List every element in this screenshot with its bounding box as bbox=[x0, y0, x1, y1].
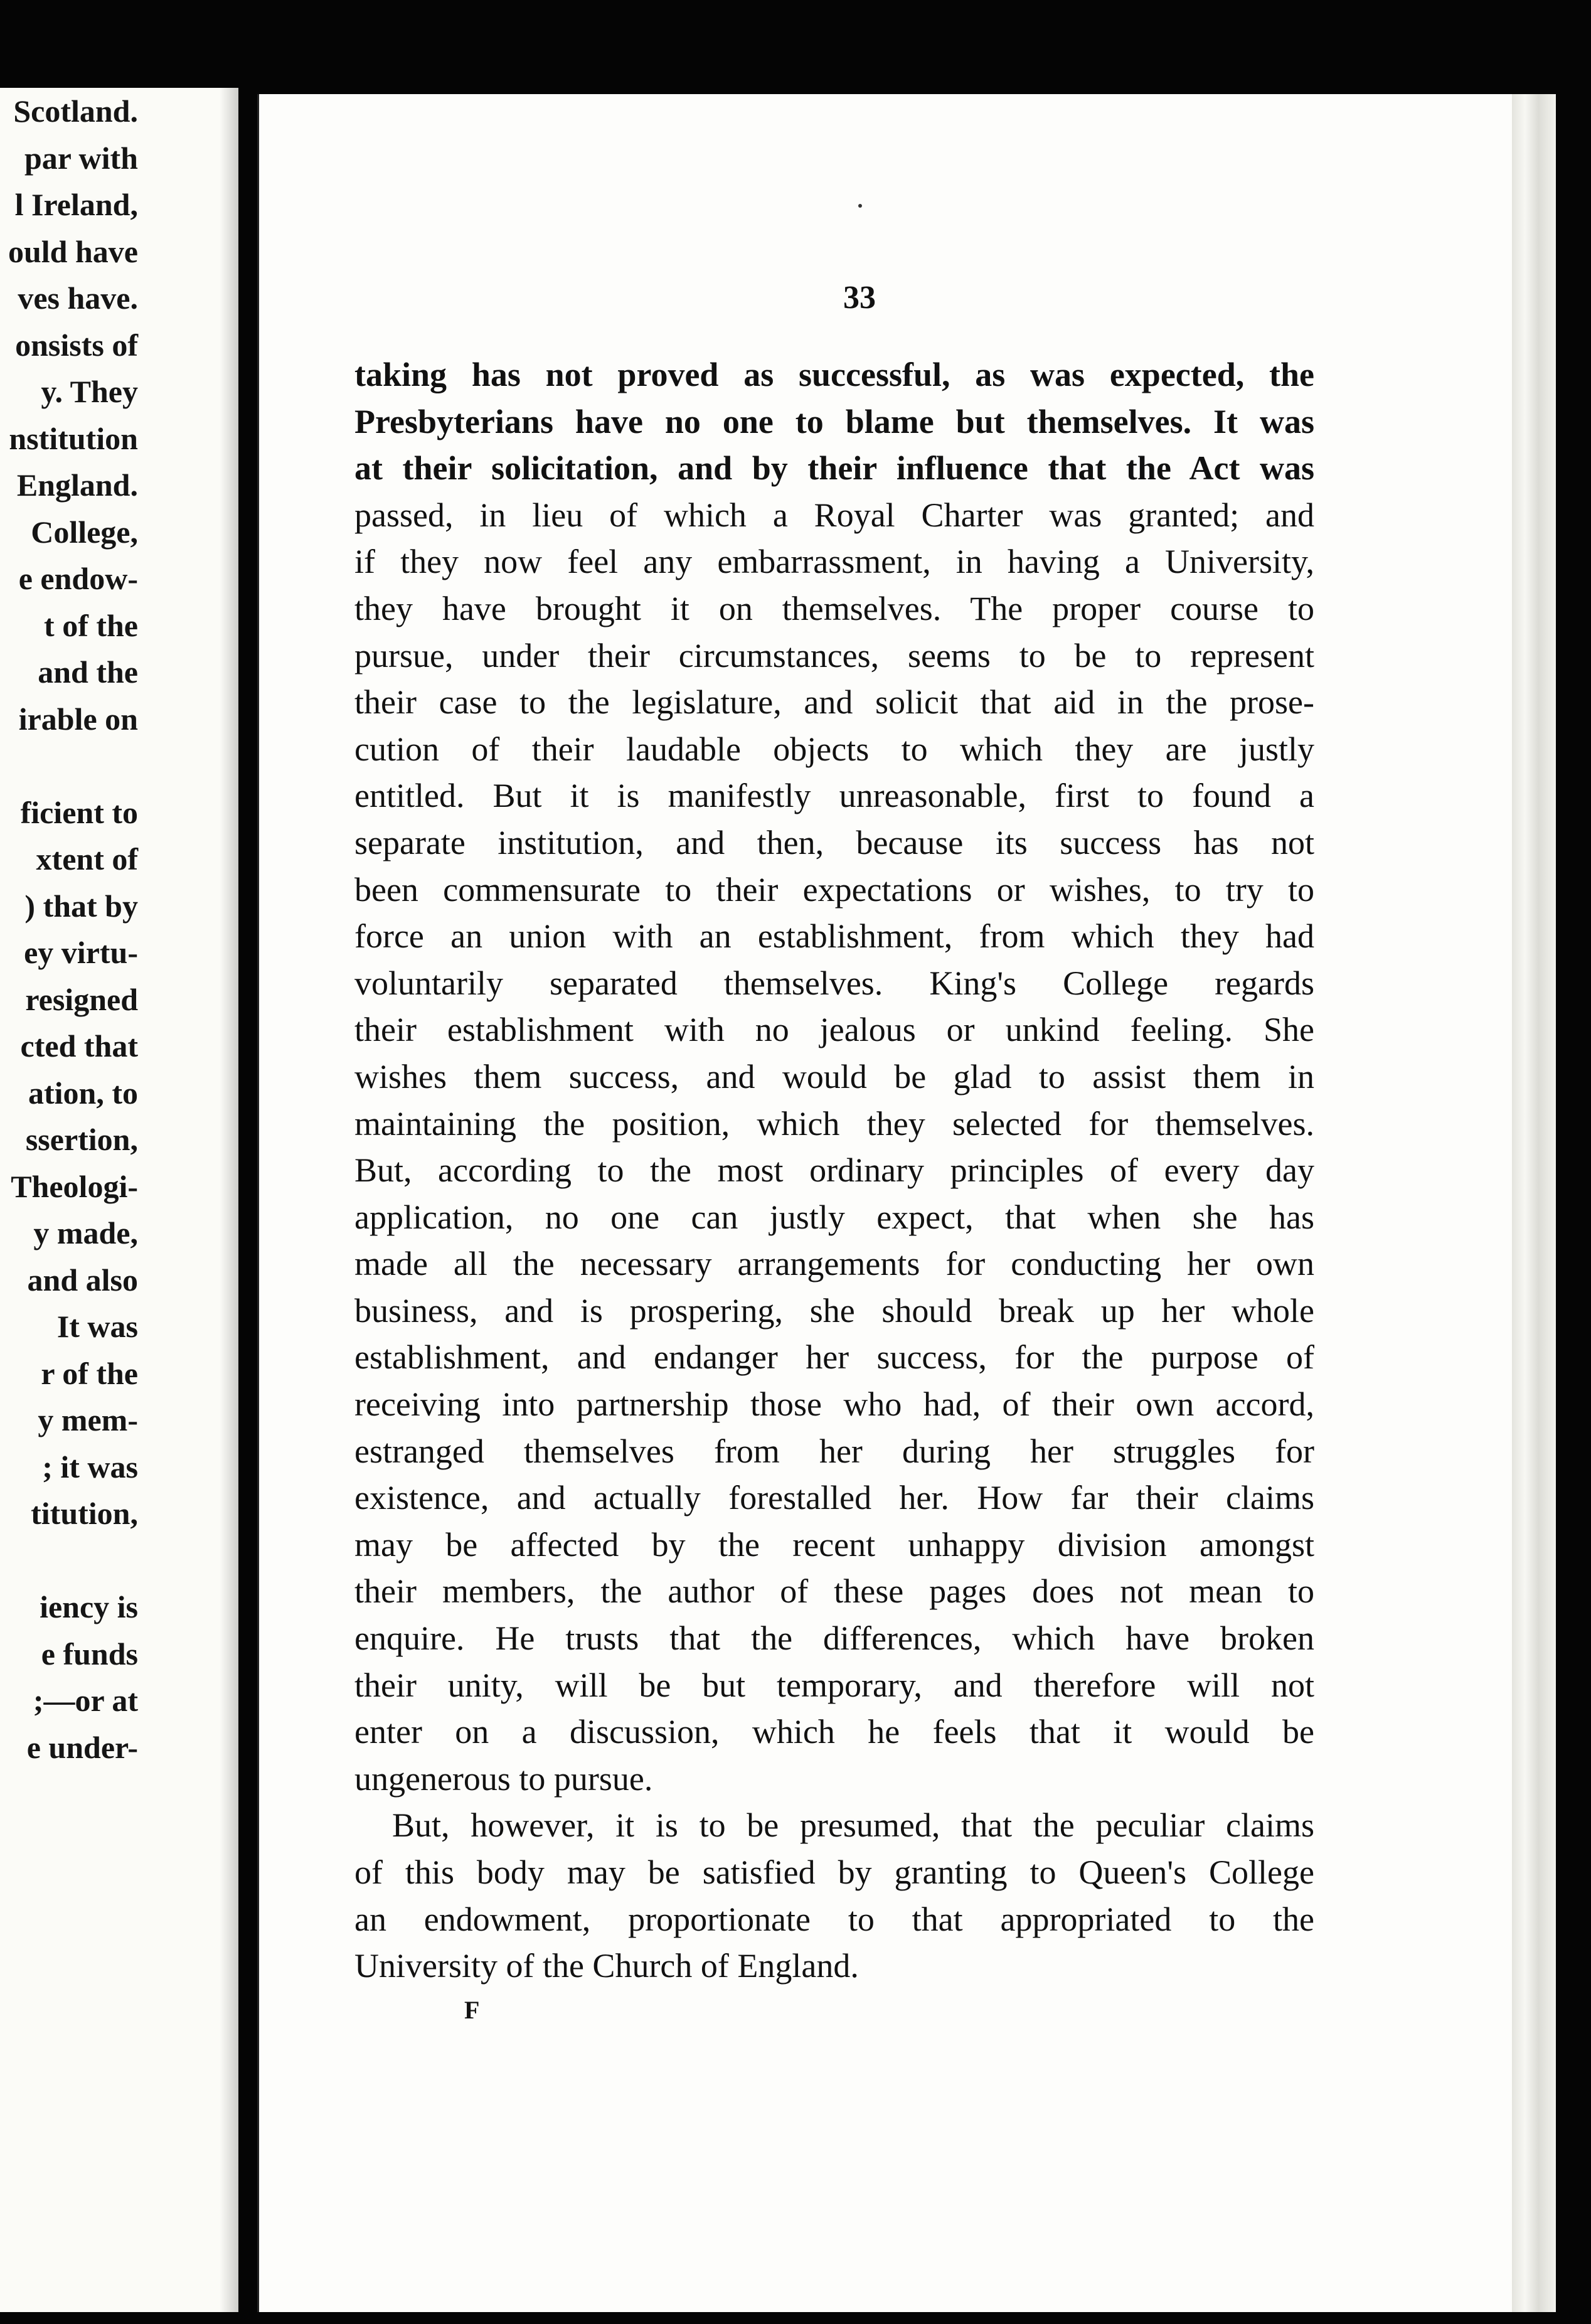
text-line: wishes them success, and would be glad to assist them in bbox=[354, 1057, 1314, 1095]
left-line: ation, to bbox=[28, 1075, 138, 1111]
left-line: and the bbox=[38, 654, 138, 690]
text-line: separate institution, and then, because its success has not bbox=[354, 823, 1314, 861]
gutter-shadow bbox=[220, 88, 238, 2312]
text-line: of this body may be satisfied by granting to Queen's College bbox=[354, 1853, 1314, 1891]
left-line: ficient to bbox=[20, 794, 138, 830]
text-line: they have brought it on themselves. The proper course to bbox=[354, 589, 1314, 627]
left-line: xtent of bbox=[36, 841, 138, 877]
left-line: ;—or at bbox=[33, 1683, 138, 1718]
text-line: voluntarily separated themselves. King's College regards bbox=[354, 964, 1314, 1002]
left-line: t of the bbox=[44, 607, 138, 643]
text-line: enquire. He trusts that the differences, which have broken bbox=[354, 1619, 1314, 1658]
left-paragraph-gap bbox=[0, 742, 138, 789]
left-line: England. bbox=[16, 467, 138, 503]
left-line: nstitution bbox=[9, 420, 138, 456]
page-edge bbox=[1512, 94, 1556, 2312]
text-line: pursue, under their circumstances, seems to be to represent bbox=[354, 636, 1314, 674]
left-line: onsists of bbox=[15, 327, 138, 363]
left-page-text bbox=[0, 88, 138, 1771]
left-line: and also bbox=[27, 1262, 138, 1298]
text-line: maintaining the position, which they selected for themselves. bbox=[354, 1104, 1314, 1143]
left-line: par with bbox=[24, 140, 138, 176]
left-line: ) that by bbox=[24, 888, 138, 924]
left-line: y. They bbox=[41, 374, 138, 409]
body-text bbox=[354, 351, 1314, 1990]
text-line: force an union with an establishment, from which they had bbox=[354, 917, 1314, 956]
left-page bbox=[0, 88, 238, 2312]
text-line: ungenerous to pursue. bbox=[354, 1759, 653, 1798]
left-line: cted that bbox=[20, 1028, 138, 1063]
text-line: existence, and actually forestalled her. How far their claims bbox=[354, 1479, 1314, 1517]
left-line: iency is bbox=[40, 1589, 138, 1624]
left-line: ey virtu- bbox=[24, 935, 138, 970]
left-line: ssertion, bbox=[25, 1122, 138, 1157]
left-line: e funds bbox=[41, 1636, 138, 1671]
text-line: taking has not proved as successful, as was expected, the bbox=[354, 356, 1314, 393]
left-line: resigned bbox=[25, 981, 138, 1017]
left-paragraph-gap bbox=[0, 1537, 138, 1584]
text-line: entitled. But it is manifestly unreasonable, first to found a bbox=[354, 777, 1314, 815]
text-line: enter on a discussion, which he feels that it would be bbox=[354, 1713, 1314, 1751]
left-line: y mem- bbox=[38, 1402, 138, 1437]
text-line: at their solicitation, and by their influence that the Act was bbox=[354, 449, 1314, 488]
text-line: business, and is prospering, she should break up her whole bbox=[354, 1291, 1314, 1330]
text-line: if they now feel any embarrassment, in having a University, bbox=[354, 543, 1314, 581]
text-line: passed, in lieu of which a Royal Charter was granted; and bbox=[354, 496, 1314, 534]
left-line: y made, bbox=[33, 1215, 138, 1250]
text-line: their members, the author of these pages does not mean to bbox=[354, 1572, 1314, 1611]
text-line: receiving into partnership those who had, of their own accord, bbox=[354, 1385, 1314, 1424]
left-line: titution, bbox=[31, 1496, 138, 1531]
text-line: University of the Church of England. bbox=[354, 1947, 859, 1985]
text-line: been commensurate to their expectations or wishes, to try to bbox=[354, 870, 1314, 909]
left-line: ould have bbox=[8, 233, 138, 269]
left-line: Theologi- bbox=[11, 1168, 138, 1204]
page-number: 33 bbox=[843, 280, 876, 316]
left-line: l Ireland, bbox=[14, 187, 138, 222]
text-line: Presbyterians have no one to blame but themselves. It was bbox=[354, 402, 1314, 440]
text-line: But, according to the most ordinary principles of every day bbox=[354, 1151, 1314, 1190]
text-line: their case to the legislature, and solicit that aid in the prose- bbox=[354, 683, 1314, 722]
text-line: an endowment, proportionate to that appropriated to the bbox=[354, 1900, 1314, 1938]
text-line: estranged themselves from her during her struggles for bbox=[354, 1432, 1314, 1470]
text-line: may be affected by the recent unhappy division amongst bbox=[354, 1525, 1314, 1564]
left-line: e under- bbox=[26, 1729, 138, 1765]
ink-speck bbox=[858, 204, 862, 208]
text-line: cution of their laudable objects to which they are justly bbox=[354, 730, 1314, 768]
left-line: r of the bbox=[41, 1355, 138, 1391]
text-line: their establishment with no jealous or unkind feeling. She bbox=[354, 1011, 1314, 1049]
text-line: made all the necessary arrangements for conducting her own bbox=[354, 1245, 1314, 1283]
left-line: ; it was bbox=[42, 1449, 138, 1484]
text-line: application, no one can justly expect, that when she has bbox=[354, 1198, 1314, 1236]
text-line: establishment, and endanger her success, for the purpose of bbox=[354, 1338, 1314, 1377]
left-line: It was bbox=[56, 1309, 138, 1344]
left-line: Scotland. bbox=[13, 93, 138, 129]
left-line: e endow- bbox=[18, 561, 138, 596]
text-line: their unity, will be but temporary, and therefore will not bbox=[354, 1666, 1314, 1704]
left-line: irable on bbox=[18, 701, 138, 737]
signature-mark: F bbox=[464, 1996, 480, 2024]
left-line: College, bbox=[31, 514, 138, 550]
text-line: But, however, it is to be presumed, that the peculiar claims bbox=[392, 1806, 1314, 1845]
left-line: ves have. bbox=[18, 280, 138, 316]
